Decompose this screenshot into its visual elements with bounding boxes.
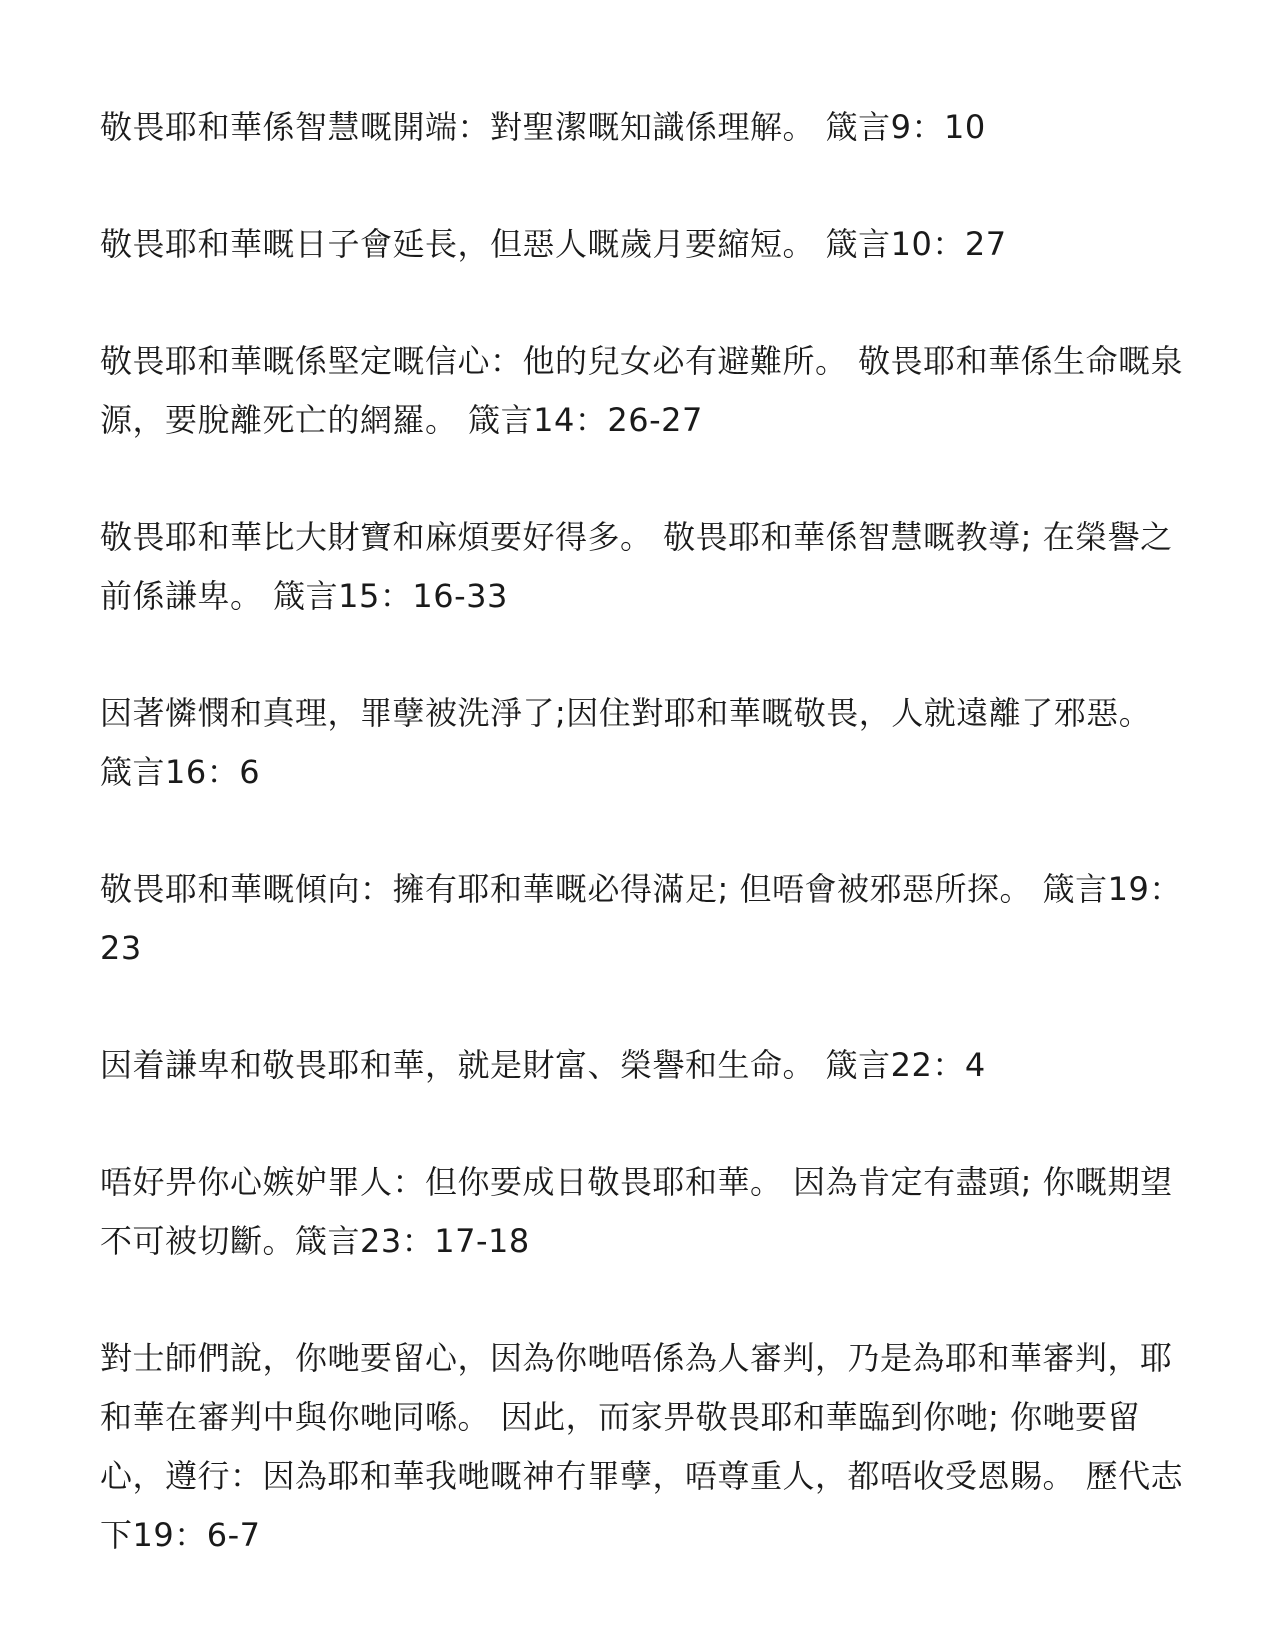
- verse-paragraph: 敬畏耶和華嘅日子會延長，但惡人嘅歲月要縮短。 箴言10：27: [100, 225, 1007, 263]
- verse-paragraph: 敬畏耶和華比大財寶和麻煩要好得多。 敬畏耶和華係智慧嘅教導; 在榮譽之前係謙卑。 箴言15：16-33: [100, 518, 1173, 615]
- verse-paragraph: 因著憐憫和真理，罪孽被洗淨了;因住對耶和華嘅敬畏，人就遠離了邪惡。 箴言16：6: [100, 694, 1152, 791]
- verse-paragraph: 敬畏耶和華嘅傾向：擁有耶和華嘅必得滿足; 但唔會被邪惡所探。 箴言19：23: [100, 870, 1182, 967]
- verse-paragraph: 對士師們說，你哋要留心，因為你哋唔係為人審判，乃是為耶和華審判，耶和華在審判中與你哋同喺。 因此，而家畀敬畏耶和華臨到你哋; 你哋要留心，遵行：因為耶和華我哋嘅神冇罪孽，唔尊重人，都唔收受恩賜。 歷代志下19：6-7: [100, 1339, 1184, 1554]
- verse-paragraph: 敬畏耶和華係智慧嘅開端：對聖潔嘅知識係理解。 箴言9：10: [100, 108, 986, 146]
- verse-paragraph: 唔好畀你心嫉妒罪人：但你要成日敬畏耶和華。 因為肯定有盡頭; 你嘅期望不可被切斷。箴言23：17-18: [100, 1163, 1173, 1260]
- verse-paragraph: 因着謙卑和敬畏耶和華，就是財富、榮譽和生命。 箴言22：4: [100, 1046, 986, 1084]
- verse-paragraph: 敬畏耶和華嘅係堅定嘅信心：他的兒女必有避難所。 敬畏耶和華係生命嘅泉源，要脫離死亡的網羅。 箴言14：26-27: [100, 342, 1184, 439]
